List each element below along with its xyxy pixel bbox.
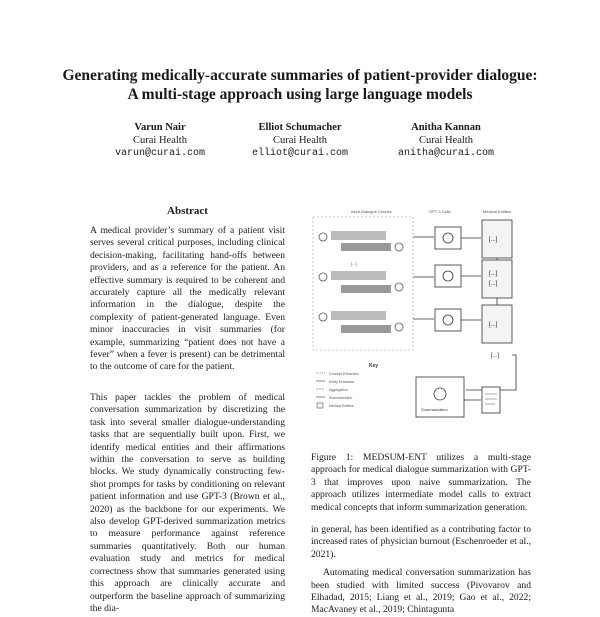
author-name: Anitha Kannan: [411, 122, 481, 133]
entity-label: [...]: [489, 322, 498, 328]
key-item: Summarization: [329, 396, 353, 400]
key-item: Entity Extraction: [329, 380, 355, 384]
summarization-node: [416, 377, 464, 417]
author-email: anitha@curai.com: [397, 148, 494, 159]
gpt3-call-3: [435, 309, 461, 331]
paper-title: [60, 66, 540, 104]
title-line-1: Generating medically-accurate summaries of patient-provider dialogue:: [62, 67, 538, 84]
speech-bubble: [331, 231, 386, 240]
entity-box-1: [482, 220, 512, 258]
key-title: Key: [369, 363, 379, 369]
dialogue-chunk-3: [319, 311, 403, 333]
key-item: Medical Entities: [329, 404, 354, 408]
author-email: varun@curai.com: [114, 148, 205, 159]
entity-label: [...]: [489, 281, 498, 287]
dialogue-chunk-2: [319, 271, 403, 293]
speech-bubble: [331, 311, 386, 320]
speech-bubble: [341, 325, 391, 333]
entity-box-3: [482, 305, 512, 343]
person-icon: [319, 313, 327, 321]
author-email: elliot@curai.com: [251, 148, 348, 159]
entity-ellipsis: [...]: [491, 353, 500, 359]
author-affiliation: Curai Health: [419, 135, 473, 146]
dialogue-chunk-1: [319, 231, 403, 251]
summary-label: Summarization: [421, 407, 448, 412]
title-line-2: A multi-stage approach using large language models: [127, 86, 473, 103]
col-label-entities: Medical Entities: [483, 209, 512, 214]
doctor-icon: [395, 243, 403, 251]
key-legend: [316, 363, 378, 408]
person-icon: [319, 273, 327, 281]
entity-label: [...]: [489, 271, 498, 277]
key-item: Aggregation: [329, 388, 348, 392]
speech-bubble: [341, 285, 391, 293]
doctor-icon: [395, 283, 403, 291]
right-column-text: [311, 524, 531, 616]
author-name: Varun Nair: [134, 122, 186, 133]
col-label-dialogue: Input Dialogue Chunks: [351, 209, 392, 214]
author-2: [220, 121, 380, 160]
abstract-paragraph-2: This paper tackles the problem of medical conversation summarization by discretizing the task into several smaller dialogue-understanding tasks that are sequentially built upon. First, we identify medical entities and their affirmations within the conversation to serve as building blocks. We study dynamically constructing few-shot prompts for tasks by conditioning on relevant patient information and use GPT-3 (Brown et al., 2020) as the backbone for our experiments. We also develop GPT-derived summarization metrics to measure performance against reference summaries quantitatively. Both our human evaluation study and metrics for medical correctness show that summaries generated using this approach are clinically accurate and outperform the baseline approach of summarizing the dia-: [90, 392, 285, 614]
author-1: [80, 121, 240, 160]
entity-label: [...]: [489, 237, 498, 243]
author-name: Elliot Schumacher: [258, 122, 342, 133]
gpt3-call-1: [435, 227, 461, 249]
author-affiliation: Curai Health: [133, 135, 187, 146]
author-3: [366, 121, 526, 160]
doctor-icon: [395, 323, 403, 331]
col-label-gpt3: GPT-3 Calls: [429, 209, 451, 214]
figure-caption: Figure 1: MEDSUM-ENT utilizes a multi-stage approach for medical dialogue summarization with GPT-3 that improves upon naive summarization. The approach utilizes intermediate model calls to extract medical concepts that inform summarization generation.: [311, 452, 531, 513]
gpt-to-entity-arrows: [461, 238, 481, 320]
right-paragraph-2: Automating medical conversation summarization has been studied with limited success (Pivovarov and Elhadad, 2015; Liang et al., 2019; Gao et al., 2022; MacAvaney et al., 2019; Chintagunta: [311, 567, 531, 616]
speech-bubble: [341, 243, 391, 251]
abstract-heading: Abstract: [167, 205, 208, 217]
dialogue-ellipsis: [...]: [351, 261, 357, 266]
key-item: Concept Extraction: [329, 372, 359, 376]
dialogue-arrows: [413, 237, 434, 319]
figure-1-diagram: [311, 205, 533, 447]
summary-document-icon: [482, 387, 500, 413]
speech-bubble: [331, 271, 386, 280]
right-paragraph-1: in general, has been identified as a contributing factor to increased rates of physician burnout (Eschenroeder et al., 2021).: [311, 524, 531, 560]
author-affiliation: Curai Health: [273, 135, 327, 146]
abstract-paragraph-1: A medical provider’s summary of a patient visit serves several critical purposes, including clinical decision-making, facilitating hand-offs between providers, and as a reference for the patient. An effective summary is required to be coherent and accurately capture all the medically relevant information in the dialogue, despite the complexity of patient-generated language. Even minor inaccuracies in visit summaries (for example, summarizing “patient does not have a fever” when a fever is present) can be detrimental to the outcome of care for the patient.: [90, 225, 285, 373]
person-icon: [319, 233, 327, 241]
entity-box-2: [482, 260, 512, 298]
gpt3-call-2: [435, 265, 461, 287]
